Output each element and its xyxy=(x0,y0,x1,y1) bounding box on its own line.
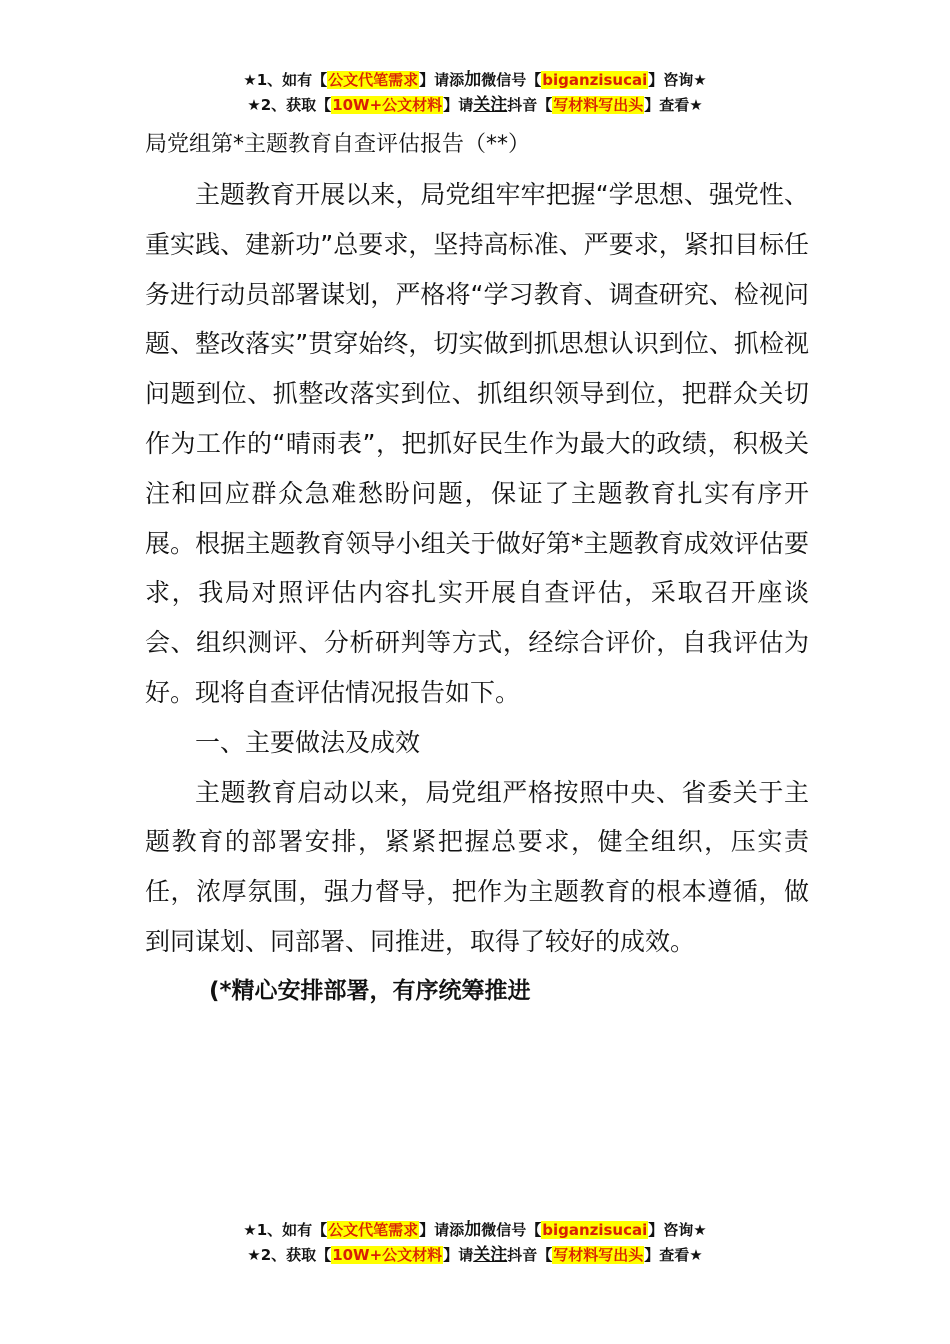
intro-paragraph: 主题教育开展以来，局党组牢牢把握“学思想、强党性、重实践、建新功”总要求，坚持高标准、严要求，紧扣目标任务进行动员部署谋划，严格将“学习教育、调查研究、检视问题、整改落实”贯穿始终，切实做到抓思想认识到位、抓检视问题到位、抓整改落实到位、抓组织领导到位，把群众关切作为工作的“晴雨表”，把抓好民生作为最大的政绩，积极关注和回应群众急难愁盼问题，保证了主题教育扎实有序开展。根据主题教育领导小组关于做好第*主题教育成效评估要求，我局对照评估内容扎实开展自查评估，采取召开座谈会、组织测评、分析研判等方式，经综合评价，自我评估为好。现将自查评估情况报告如下。 xyxy=(145,180,809,707)
highlight-wechat-id: biganzisucai xyxy=(542,1221,648,1239)
highlight-douyin: 写材料写出头 xyxy=(553,96,644,114)
highlight-douyin: 写材料写出头 xyxy=(553,1246,644,1264)
banner-line-1: ★1、如有【公文代笔需求】请添加微信号【biganzisucai】咨询★ xyxy=(243,70,707,90)
banner-line-2: ★2、获取【10W+公文材料】请关注抖音【写材料写出头】查看★ xyxy=(247,95,703,115)
highlight-materials: 10W+公文材料 xyxy=(332,1246,443,1264)
highlight-wechat-id: biganzisucai xyxy=(542,71,648,89)
banner-line-1: ★1、如有【公文代笔需求】请添加微信号【biganzisucai】咨询★ xyxy=(243,1220,707,1240)
document-body xyxy=(145,170,809,1017)
highlight-service: 公文代笔需求 xyxy=(328,71,419,89)
footer-banner xyxy=(0,1218,950,1268)
section-heading: 一、主要做法及成效 xyxy=(195,727,421,757)
section-paragraph: 主题教育启动以来，局党组严格按照中央、省委关于主题教育的部署安排，紧紧把握总要求，健全组织，压实责任，浓厚氛围，强力督导，把作为主题教育的根本遵循，做到同谋划、同部署、同推进，取得了较好的成效。 xyxy=(145,777,809,956)
header-banner xyxy=(0,68,950,118)
highlight-materials: 10W+公文材料 xyxy=(332,96,443,114)
document-title: 局党组第*主题教育自查评估报告（**） xyxy=(145,132,531,157)
banner-line-2: ★2、获取【10W+公文材料】请关注抖音【写材料写出头】查看★ xyxy=(247,1245,703,1265)
highlight-service: 公文代笔需求 xyxy=(328,1221,419,1239)
subsection-heading: (*精心安排部署，有序统筹推进 xyxy=(209,977,531,1004)
